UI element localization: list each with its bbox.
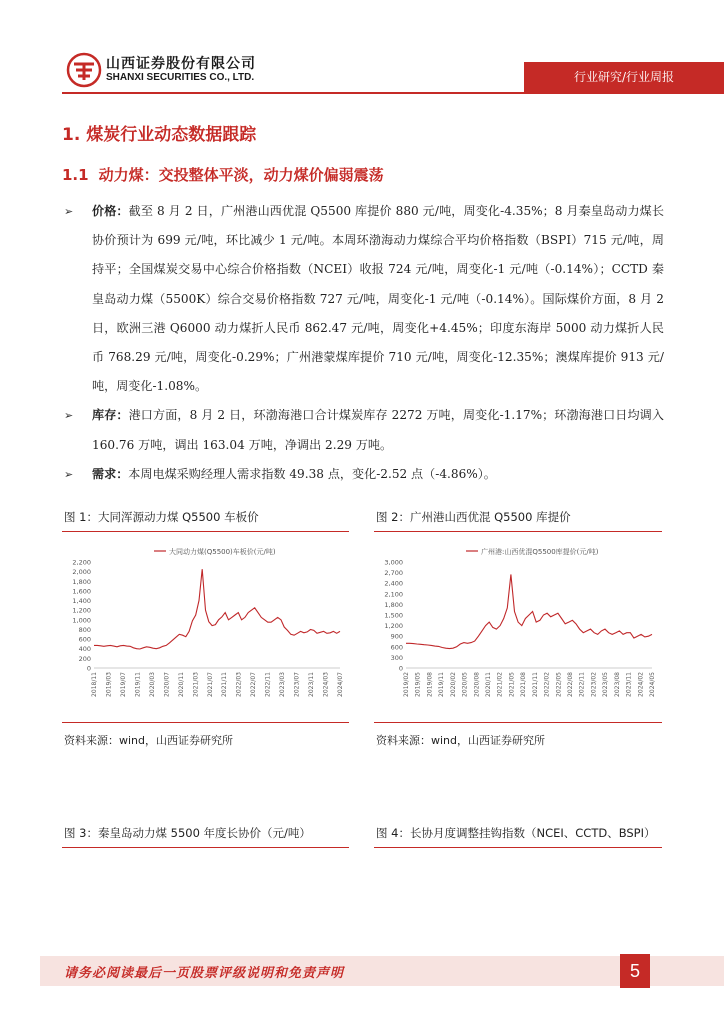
y-tick-label: 2,000 [72,568,91,577]
y-tick-label: 0 [398,664,403,673]
figure-2-source: 资料来源：wind，山西证券研究所 [376,734,546,747]
figure-2-top-rule [374,531,662,532]
logo-mark-icon [66,52,102,88]
y-tick-label: 2,200 [72,558,91,567]
x-tick-label: 2019/03 [105,672,113,697]
series-line [406,574,652,648]
x-tick-label: 2021/07 [206,672,214,697]
x-tick-label: 2021/11 [531,672,539,697]
x-tick-label: 2024/07 [337,672,344,697]
figure-4-top-rule [374,847,662,848]
y-tick-label: 200 [78,654,91,663]
y-tick-label: 2,400 [384,579,403,588]
subsection-number: 1.1 [62,166,89,184]
x-tick-label: 2023/07 [293,672,301,697]
x-tick-label: 2020/08 [473,672,481,697]
x-tick-label: 2018/11 [91,672,98,697]
arrow-bullet-icon: ➢ [64,409,74,423]
figure-1-source: 资料来源：wind，山西证券研究所 [64,734,234,747]
x-tick-label: 2023/08 [613,672,621,697]
series-line [94,569,340,649]
y-tick-label: 800 [78,625,91,634]
arrow-bullet-icon: ➢ [64,205,74,218]
x-tick-label: 2022/05 [555,672,563,697]
x-tick-label: 2023/05 [602,672,610,697]
y-tick-label: 3,000 [384,558,403,567]
x-tick-label: 2021/11 [221,672,229,697]
x-tick-label: 2020/07 [163,672,171,697]
x-tick-label: 2023/02 [590,672,598,697]
y-tick-label: 1,800 [384,600,403,609]
y-tick-label: 1,000 [72,616,91,625]
x-tick-label: 2023/03 [279,672,287,697]
x-tick-label: 2024/02 [637,672,645,697]
x-tick-label: 2022/11 [578,672,586,697]
y-tick-label: 1,500 [384,611,403,620]
company-name-en: SHANXI SECURITIES CO., LTD. [106,72,255,83]
bullet-text: 截至 8 月 2 日，广州港山西优混 Q5500 库提价 880 元/吨，周变化-4.35%；8 月秦皇岛动力煤长协价预计为 699 元/吨，环比减少 1 元/吨。本周环渤海动力煤综合平均价格指数（BSPI）715 元/吨，周持平；全国煤炭交易中心综合价格指数（NCEI）收报 724 元/吨，周变化-1 元/吨（-0.14%）；CCTD 秦皇岛动力煤（5500K）综合交易价格指数 727 元/吨，周变化-1 元/吨（-0.14%）。国际煤价方面，8 月 2 日，欧洲三港 Q6000 动力煤折人民币 862.47 元/吨，周变化+4.45%；印度东海岸 5000 动力煤折人民币 768.29 元/吨，周变化-0.29%；广州港蒙煤库提价 710 元/吨，周变化-12.35%；澳煤库提价 913 元/吨，周变化-1.08%。 [92,204,664,394]
bullet-label: 库存： [92,408,129,423]
y-tick-label: 600 [390,643,403,652]
figure-1-top-rule [62,531,349,532]
x-tick-label: 2020/05 [461,672,469,697]
y-tick-label: 400 [78,645,91,654]
y-tick-label: 2,700 [384,569,403,578]
x-tick-label: 2021/03 [192,672,200,697]
x-tick-label: 2023/11 [625,672,633,697]
header-divider [62,92,724,94]
y-tick-label: 300 [390,653,403,662]
figure-3-title: 图 3：秦皇岛动力煤 5500 年度长协价（元/吨） [64,826,311,840]
y-tick-label: 1,200 [72,606,91,615]
bullet-price [64,197,664,401]
bullet-text: 港口方面，8 月 2 日，环渤海港口合计煤炭库存 2272 万吨，周变化-1.17%；环渤海港口日均调入 160.76 万吨，调出 163.04 万吨，净调出 2.29 万吨。 [92,408,664,452]
x-tick-label: 2019/07 [119,672,127,697]
report-type-tag: 行业研究/行业周报 [524,62,724,92]
x-tick-label: 2021/02 [496,672,504,697]
x-tick-label: 2022/07 [250,672,258,697]
company-logo [66,52,276,88]
page-number: 5 [620,954,650,988]
bullet-text: 本周电煤采购经理人需求指数 49.38 点，变化-2.52 点（-4.86%）。 [128,466,496,481]
subsection-title: 动力煤：交投整体平淡，动力煤价偏弱震荡 [98,166,384,184]
x-tick-label: 2022/03 [235,672,243,697]
x-tick-label: 2020/03 [148,672,156,697]
x-tick-label: 2019/05 [414,672,422,697]
figure-1-title: 图 1：大同浑源动力煤 Q5500 车板价 [64,510,259,524]
legend-label: 大同动力煤(Q5500)车板价(元/吨) [169,548,276,556]
x-tick-label: 2024/05 [649,672,656,697]
figure-4-title: 图 4：长协月度调整挂钩指数（NCEI、CCTD、BSPI） [376,826,656,840]
bullet-inventory [64,401,664,459]
x-tick-label: 2021/08 [520,672,528,697]
figure-3-top-rule [62,847,349,848]
chart-2 [374,540,662,720]
x-tick-label: 2019/11 [438,672,446,697]
section-heading: 1. 煤炭行业动态数据跟踪 [62,125,257,145]
subsection-heading [62,164,384,185]
x-tick-label: 2020/11 [485,672,492,697]
y-tick-label: 1,800 [72,577,91,586]
x-tick-label: 2020/02 [449,672,457,697]
x-tick-label: 2022/11 [264,672,272,697]
y-tick-label: 900 [390,632,403,641]
bullet-demand [64,460,664,489]
y-tick-label: 1,600 [72,587,91,596]
legend-label: 广州港:山西优混Q5500库提价(元/吨) [481,548,599,556]
figure-1-bottom-rule [62,722,349,723]
chart-1 [62,540,350,720]
figure-2-title: 图 2：广州港山西优混 Q5500 库提价 [376,510,571,524]
x-tick-label: 2019/11 [134,672,142,697]
y-tick-label: 600 [78,635,91,644]
bullet-label: 需求： [92,466,129,481]
x-tick-label: 2024/03 [322,672,330,697]
y-tick-label: 1,400 [72,597,91,606]
x-tick-label: 2023/11 [308,672,316,697]
x-tick-label: 2021/05 [508,672,516,697]
x-tick-label: 2019/08 [426,672,434,697]
bullet-label: 价格： [92,204,129,218]
figure-2-bottom-rule [374,722,662,723]
y-tick-label: 1,200 [384,622,403,631]
x-tick-label: 2019/02 [403,672,410,697]
x-tick-label: 2020/11 [177,672,185,697]
footer-disclaimer: 请务必阅读最后一页股票评级说明和免责声明 [64,966,345,981]
x-tick-label: 2022/08 [567,672,574,697]
x-tick-label: 2022/02 [543,672,551,697]
y-tick-label: 0 [86,664,91,673]
company-name-cn: 山西证券股份有限公司 [106,56,256,72]
bullet-list [64,197,664,489]
arrow-bullet-icon: ➢ [64,467,74,481]
y-tick-label: 2,100 [384,590,403,599]
